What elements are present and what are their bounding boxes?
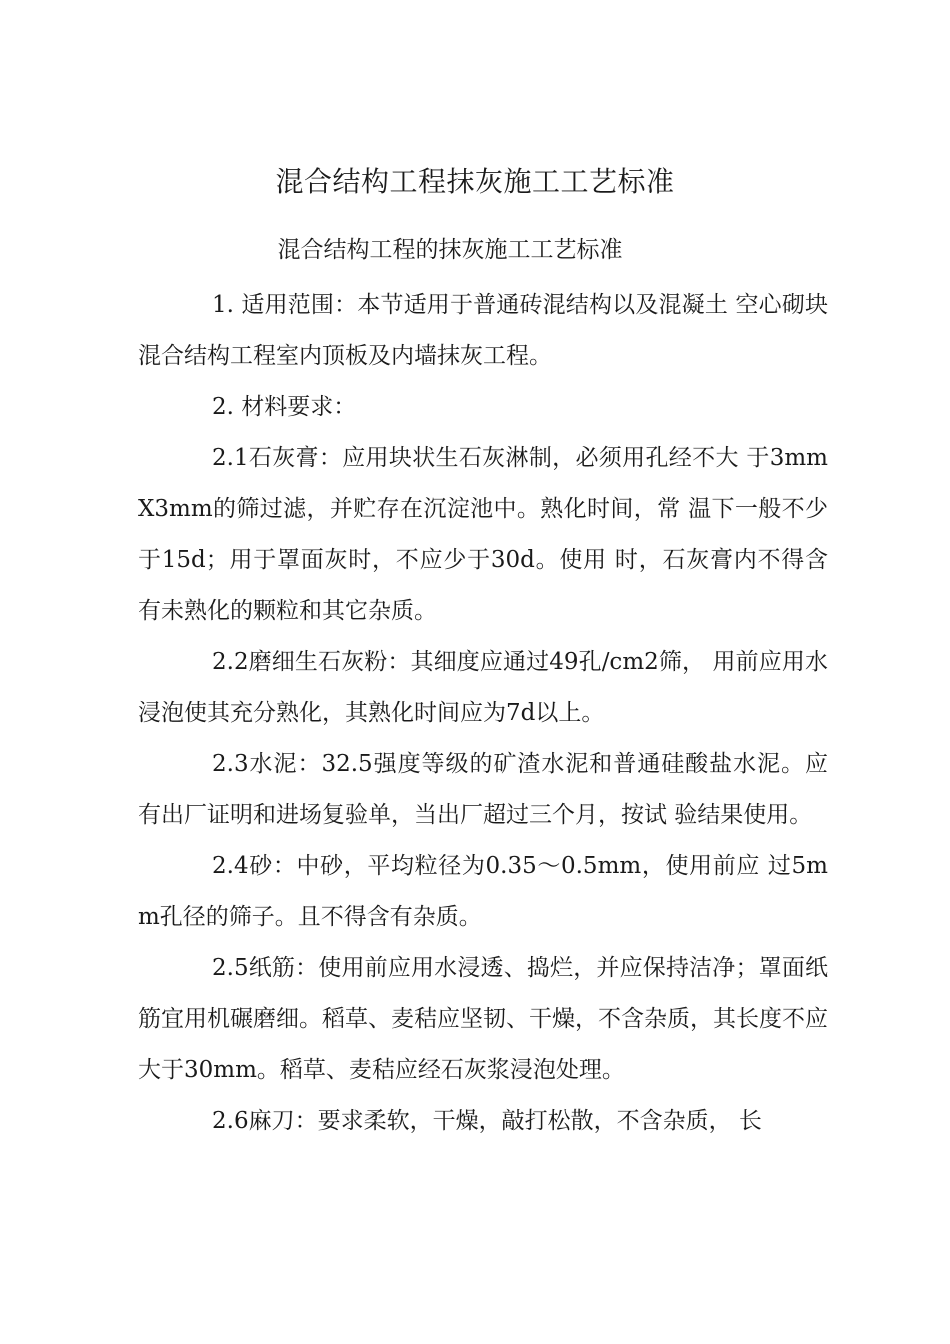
- paragraph-lime-powder: 2.2磨细生石灰粉：其细度应通过49孔/cm2筛， 用前应用水浸泡使其充分熟化，其熟化时间应为7d以上。: [138, 649, 828, 726]
- document-subtitle: 混合结构工程的抹灰施工工艺标准: [277, 237, 623, 263]
- paragraph-cement: 2.3水泥：32.5强度等级的矿渣水泥和普通硅酸盐水泥。应有出厂证明和进场复验单，当出厂超过三个月，按试 验结果使用。: [138, 751, 828, 828]
- document-body: [138, 280, 828, 1147]
- paragraph-materials-heading: 2. 材料要求：: [212, 394, 357, 420]
- paragraph-paper-fiber: 2.5纸筋：使用前应用水浸透、捣烂，并应保持洁净；罩面纸筋宜用机碾磨细。稻草、麦秸应坚韧、干燥，不含杂质，其长度不应大于30mm。稻草、麦秸应经石灰浆浸泡处理。: [138, 955, 828, 1083]
- paragraph-sand: 2.4砂：中砂，平均粒径为0.35〜0.5mm，使用前应 过5mm孔径的筛子。且不得含有杂质。: [138, 853, 828, 930]
- document-title: 混合结构工程抹灰施工工艺标准: [275, 165, 675, 198]
- paragraph-hemp-fiber: 2.6麻刀：要求柔软，干燥，敲打松散，不含杂质， 长: [212, 1108, 762, 1134]
- paragraph-scope: 1. 适用范围：本节适用于普通砖混结构以及混凝土 空心砌块混合结构工程室内顶板及内墙抹灰工程。: [138, 292, 828, 369]
- paragraph-lime-paste: 2.1石灰膏：应用块状生石灰淋制，必须用孔经不大 于3mmX3mm的筛过滤，并贮存在沉淀池中。熟化时间，常 温下一般不少于15d；用于罩面灰时，不应少于30d。使用 时，石灰膏内不得含有未熟化的颗粒和其它杂质。: [138, 445, 828, 624]
